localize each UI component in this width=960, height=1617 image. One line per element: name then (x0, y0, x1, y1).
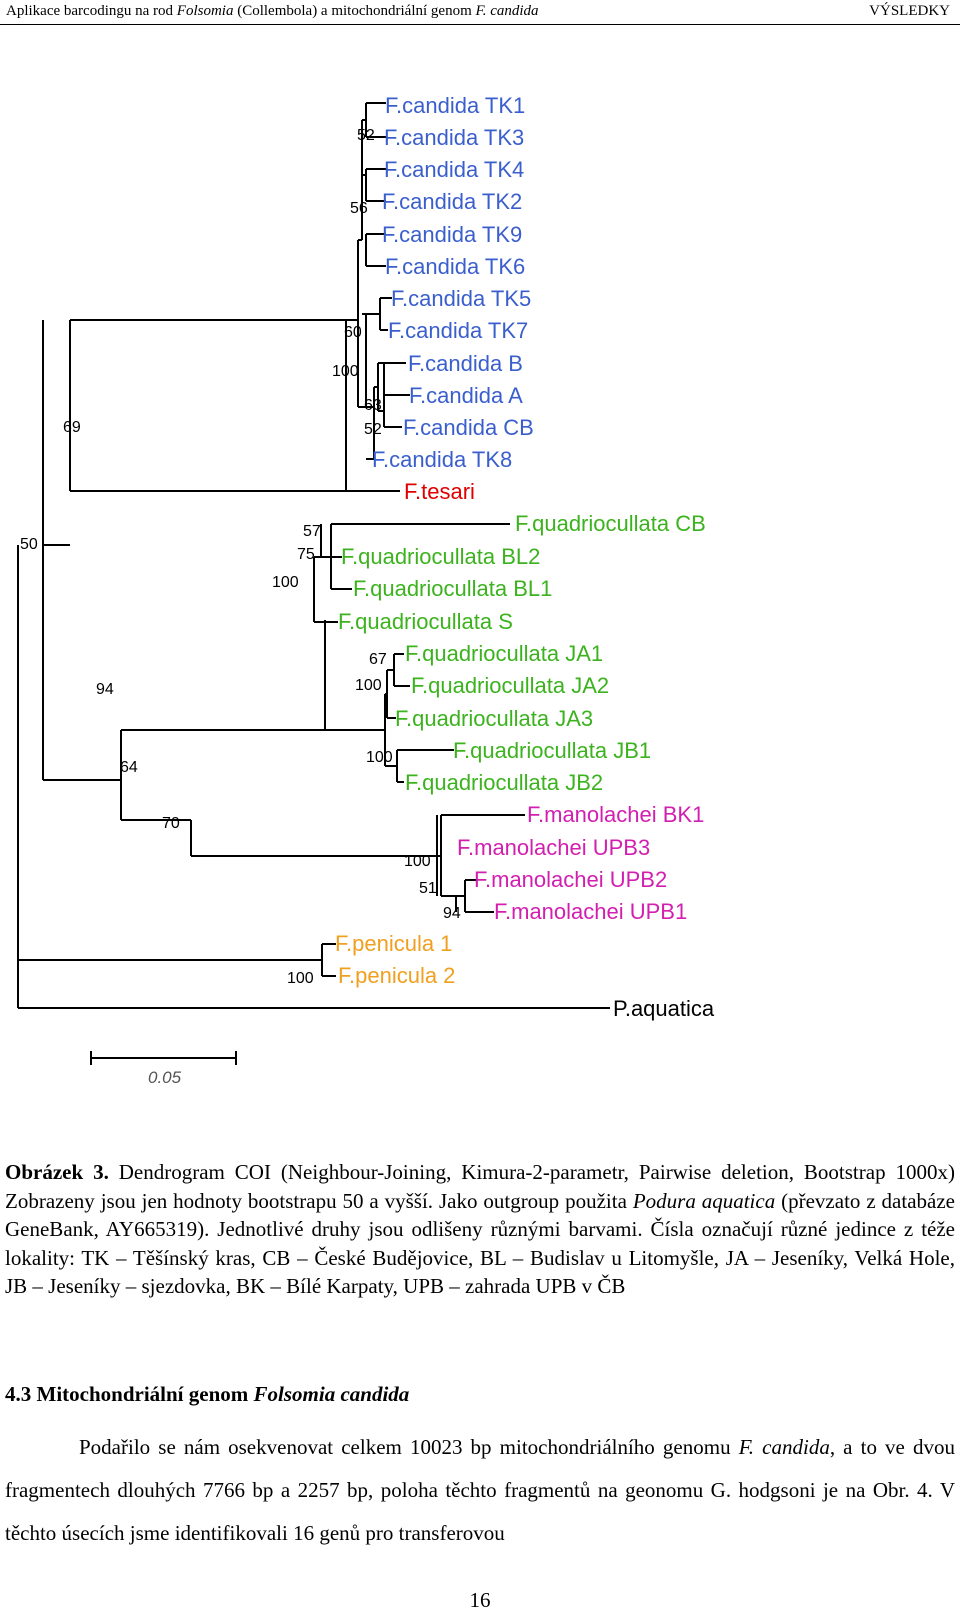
bootstrap-value: 100 (272, 574, 299, 591)
bootstrap-value: 52 (357, 127, 375, 144)
bootstrap-value: 67 (369, 651, 387, 668)
bootstrap-value: 94 (443, 905, 461, 922)
bootstrap-value: 70 (162, 815, 180, 832)
tip-label: F.quadriocullata CB (515, 511, 706, 536)
tip-label: F.quadriocullata JB2 (405, 770, 604, 795)
tip-label: F.candida CB (403, 415, 534, 440)
tip-label: F.quadriocullata BL2 (341, 544, 541, 569)
tip-label: F.candida B (408, 351, 523, 376)
caption-text-2: (převzato z databáze GeneBank, AY665319). Jednotlivé druhy jsou odlišeny různými barvami. Čísla označují různé jedince z téže lokality: TK – Těšínský kras, CB – České Budějovice, BL – Budislav u Litomyšle, JA – Jeseníky, Velká Hole, JB – Jeseníky – sjezdovka, BK – Bílé Karpaty, UPB – zahrada UPB v ČB (5, 1188, 955, 1298)
tip-label: F.candida TK7 (388, 318, 529, 343)
paragraph-text-2: , a to ve dvou fragmentech dlouhých 7766 bp a 2257 bp, poloha těchto fragmentů na geonomu G. hodgsoni je na Obr. 4. V těchto úsecích jsme identifikovali 16 genů pro transferovou (5, 1435, 955, 1545)
tip-label: F.penicula 2 (338, 963, 456, 988)
tip-label: F.manolachei UPB1 (494, 899, 688, 924)
bootstrap-value: 63 (364, 397, 382, 414)
bootstrap-value: 50 (20, 536, 38, 553)
tip-label: F.quadriocullata JA3 (395, 706, 594, 731)
running-title-text: Aplikace barcodingu na rod (6, 3, 177, 19)
paragraph-species: F. candida (738, 1435, 830, 1459)
bootstrap-value: 94 (96, 681, 114, 698)
tip-label: F.quadriocullata JA2 (411, 673, 610, 698)
running-title-species: F. candida (475, 3, 539, 19)
bootstrap-value: 57 (303, 523, 321, 540)
tip-label: F.quadriocullata S (338, 609, 513, 634)
tip-label: F.candida TK2 (382, 189, 523, 214)
tip-label: F.quadriocullata JA1 (405, 641, 604, 666)
caption-lead: Obrázek 3. (5, 1160, 109, 1184)
bootstrap-value: 60 (344, 324, 362, 341)
bootstrap-value: 52 (364, 421, 382, 438)
bootstrap-value: 100 (355, 677, 382, 694)
section-heading (5, 1382, 409, 1407)
body-paragraph (5, 1426, 955, 1555)
tip-label: F.candida TK1 (385, 93, 526, 118)
page-number: 16 (469, 1588, 491, 1612)
tip-label: F.manolachei UPB3 (457, 835, 651, 860)
bootstrap-value: 75 (297, 546, 315, 563)
running-title-genus: Folsomia (176, 3, 234, 19)
caption-text-1: Dendrogram COI (Neighbour-Joining, Kimura-2-parametr, Pairwise deletion, Bootstrap 1000x) Zobrazeny jsou jen hodnoty bootstrapu 50 a vyšší. Jako outgroup použita (5, 1160, 955, 1213)
bootstrap-value: 100 (366, 749, 393, 766)
bootstrap-value: 100 (287, 970, 314, 987)
bootstrap-value: 69 (63, 419, 81, 436)
tip-label: F.candida TK9 (382, 222, 523, 247)
tip-label: P.aquatica (613, 996, 715, 1021)
tip-label: F.candida TK8 (372, 447, 513, 472)
caption-species: Podura aquatica (632, 1188, 776, 1213)
paragraph-text-1: Podařilo se nám osekvenovat celkem 10023 bp mitochondriálního genomu (79, 1435, 739, 1459)
tip-label: F.manolachei BK1 (527, 802, 705, 827)
tip-label: F.tesari (404, 479, 475, 504)
tip-label: F.candida A (409, 383, 523, 408)
section-heading-species: Folsomia candida (253, 1382, 410, 1406)
tip-label: F.quadriocullata BL1 (353, 576, 553, 601)
figure-caption (5, 1158, 955, 1301)
bootstrap-value: 56 (350, 200, 368, 217)
tip-label: F.manolachei UPB2 (474, 867, 668, 892)
tip-label: F.candida TK6 (385, 254, 526, 279)
chapter-title: VÝSLEDKY (869, 3, 950, 19)
tip-label: F.quadriocullata JB1 (453, 738, 652, 763)
tip-label: F.candida TK5 (391, 286, 532, 311)
scale-bar-label: 0.05 (148, 1068, 182, 1087)
tip-label: F.candida TK4 (384, 157, 525, 182)
running-title-mid: (Collembola) a mitochondriální genom (233, 3, 476, 19)
tip-label: F.penicula 1 (335, 931, 453, 956)
section-heading-text: 4.3 Mitochondriální genom (5, 1382, 254, 1406)
bootstrap-value: 100 (404, 853, 431, 870)
bootstrap-value: 64 (120, 759, 138, 776)
bootstrap-value: 100 (332, 363, 359, 380)
tip-label: F.candida TK3 (384, 125, 525, 150)
bootstrap-value: 51 (419, 880, 437, 897)
